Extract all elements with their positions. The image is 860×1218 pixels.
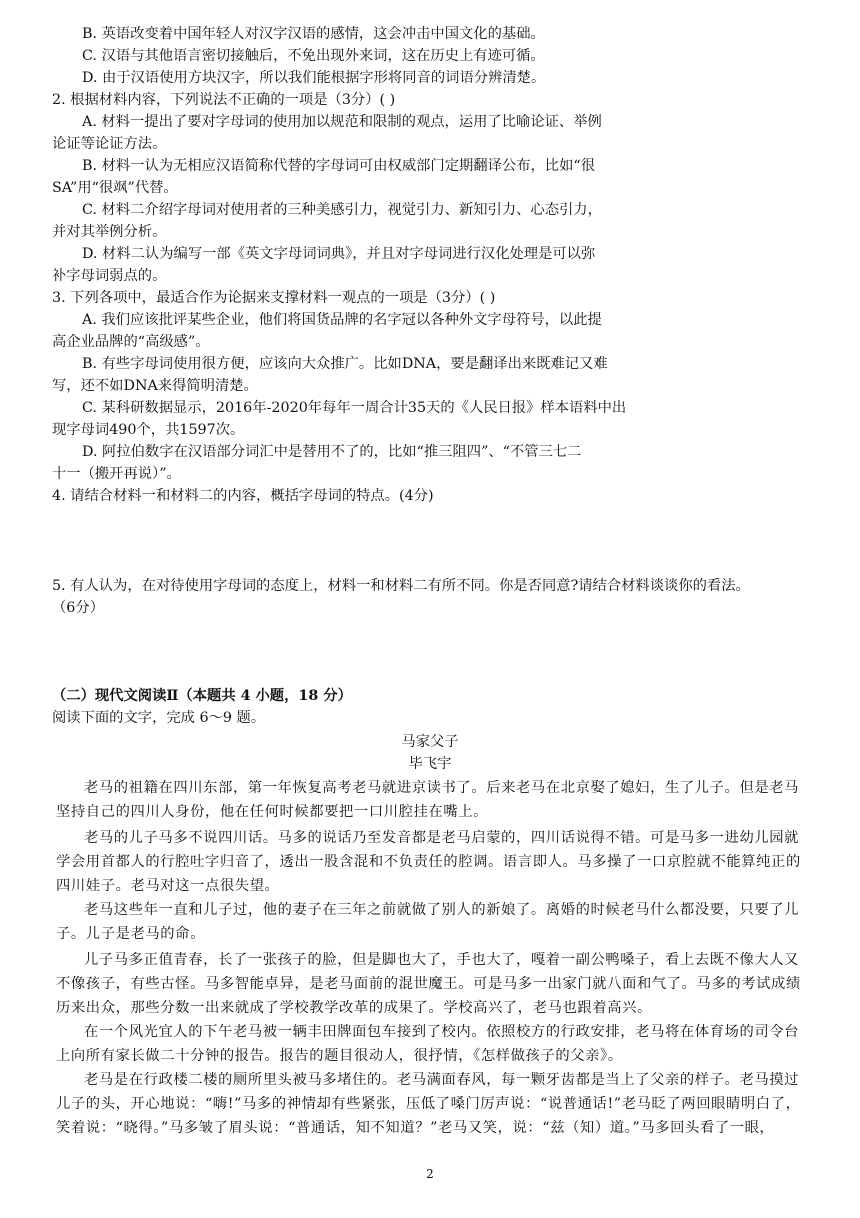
passage-line: 历来出众，那些分数一出来就成了学校教学改革的成果了。学校高兴了，老马也跟着高兴。 — [56, 1000, 652, 1016]
option-3d-line1: D. 阿拉伯数字在汉语部分词汇中是替用不了的，比如“推三阻四”、“不管三七二 — [82, 444, 582, 460]
question-3: 3. 下列各项中，最适合作为论据来支撑材料一观点的一项是（3分）( ) — [52, 290, 496, 306]
question-5-line1: 5. 有人认为，在对待使用字母词的态度上，材料一和材料二有所不同。你是否同意?请结合材料谈谈你的看法。 — [52, 578, 750, 594]
passage-line: 老马的祖籍在四川东部，第一年恢复高考老马就进京读书了。后来老马在北京娶了媳妇，生了儿子。但是老马 — [84, 780, 800, 796]
option-2c-line2: 并对其举例分析。 — [52, 224, 167, 240]
option-2b-line2: SA”用“很飒”代替。 — [52, 180, 178, 196]
section-instruction: 阅读下面的文字，完成 6～9 题。 — [52, 710, 266, 726]
passage-line: 老马是在行政楼二楼的厕所里头被马多堵住的。老马满面春风，每一颗牙齿都是当上了父亲的样子。老马摸过 — [84, 1072, 800, 1088]
option-2b-line1: B. 材料一认为无相应汉语简称代替的字母词可由权威部门定期翻译公布，比如“很 — [82, 158, 595, 174]
option-3b-line2: 写，还不如DNA来得简明清楚。 — [52, 378, 258, 394]
option-3b-line1: B. 有些字母词使用很方便，应该向大众推广。比如DNA，要是翻译出来既难记又难 — [82, 356, 608, 372]
option-3a-line2: 高企业品牌的“高级感”。 — [52, 334, 210, 350]
passage-line: 子。儿子是老马的命。 — [56, 926, 205, 942]
passage-line: 学会用首都人的行腔吐字归音了，透出一股含混和不负责任的腔调。语言即人。马多操了一口京腔就不能算纯正的 — [56, 854, 801, 870]
option-2c-line1: C. 材料二介绍字母词对使用者的三种美感引力，视觉引力、新知引力、心态引力， — [82, 202, 602, 218]
page-number: 2 — [426, 1167, 434, 1181]
option-2d-line1: D. 材料二认为编写一部《英文字母词词典》，并且对字母词进行汉化处理是可以弥 — [82, 246, 596, 262]
option-3c-line2: 现字母词490个，共1597次。 — [52, 422, 245, 438]
passage-line: 坚持自己的四川人身份，他在任何时候都要把一口川腔挂在嘴上。 — [56, 804, 489, 820]
question-2: 2. 根据材料内容，下列说法不正确的一项是（3分）( ) — [52, 92, 396, 108]
question-4: 4. 请结合材料一和材料二的内容，概括字母词的特点。(4分) — [52, 488, 434, 504]
option-2a-line2: 论证等论证方法。 — [52, 136, 167, 152]
option-1d: D. 由于汉语使用方块汉字，所以我们能根据字形将同音的词语分辨清楚。 — [82, 70, 546, 86]
option-1b: B. 英语改变着中国年轻人对汉字汉语的感情，这会冲击中国文化的基础。 — [82, 26, 545, 42]
passage-line: 老马的儿子马多不说四川话。马多的说话乃至发音都是老马启蒙的，四川话说得不错。可是马多一进幼儿园就 — [84, 830, 800, 846]
passage-line: 不像孩子，有些古怪。马多智能卓异，是老马面前的混世魔王。可是马多一出家门就八面和气了。马多的考试成绩 — [56, 976, 801, 992]
option-3d-line2: 十一（搬开再说）”。 — [52, 466, 181, 482]
passage-line: 儿子的头，开心地说：“嗨!”马多的神情却有些紧张，压低了嗓门厉声说：“说普通话!”老马眨了两回眼睛明白了， — [56, 1096, 801, 1112]
option-3c-line1: C. 某科研数据显示，2016年-2020年每年一周合计35天的《人民日报》样本语料中出 — [82, 400, 627, 416]
option-1c: C. 汉语与其他语言密切接触后，不免出现外来词，这在历史上有迹可循。 — [82, 48, 545, 64]
passage-line: 上向所有家长做二十分钟的报告。报告的题目很动人，很抒情，《怎样做孩子的父亲》。 — [56, 1048, 623, 1064]
option-3a-line1: A. 我们应该批评某些企业，他们将国货品牌的名字冠以各种外文字母符号，以此提 — [82, 312, 602, 328]
question-5-line2: （6分） — [52, 600, 104, 616]
passage-title: 马家父子 — [401, 734, 459, 750]
option-2d-line2: 补字母词弱点的。 — [52, 268, 167, 284]
passage-author: 毕飞宇 — [408, 756, 452, 772]
passage-line: 在一个风光宜人的下午老马被一辆丰田牌面包车接到了校内。依照校方的行政安排，老马将在体育场的司令台 — [84, 1024, 800, 1040]
passage-line: 四川娃子。老马对这一点很失望。 — [56, 878, 280, 894]
option-2a-line1: A. 材料一提出了要对字母词的使用加以规范和限制的观点，运用了比喻论证、举例 — [82, 114, 602, 130]
passage-line: 笑着说：“晓得。”马多皱了眉头说：“普通话，知不知道？”老马又笑，说：“兹（知）道。”马多回头看了一眼， — [56, 1120, 775, 1136]
passage-line: 儿子马多正值青春，长了一张孩子的脸，但是脚也大了，手也大了，嘎着一副公鸭嗓子，看上去既不像大人又 — [84, 952, 800, 968]
passage-line: 老马这些年一直和儿子过，他的妻子在三年之前就做了别人的新娘了。离婚的时候老马什么都没要，只要了儿 — [84, 902, 800, 918]
section-heading: （二）现代文阅读Ⅱ（本题共 4 小题，18 分） — [52, 688, 352, 704]
